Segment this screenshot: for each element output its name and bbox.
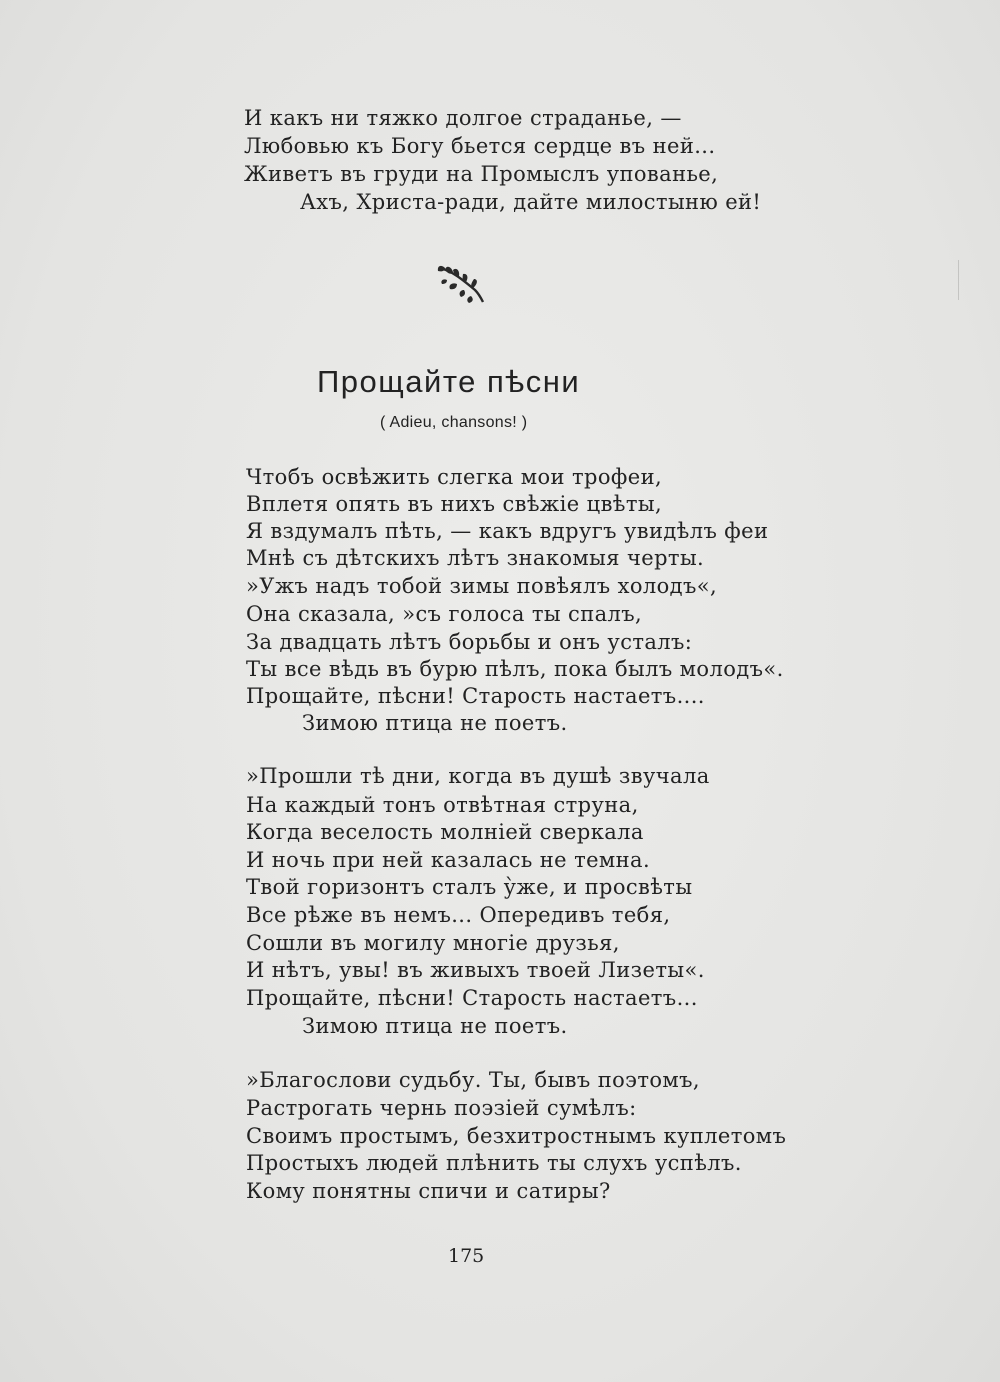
- stanza1-line-6: Она сказала, »съ голоса ты спалъ,: [246, 602, 643, 626]
- stanza3-line-4: Простыхъ людей плѣнить ты слухъ успѣлъ.: [246, 1151, 742, 1175]
- stanza2-line-6: Все рѣже въ немъ... Опередивъ тебя,: [246, 903, 671, 927]
- stanza3-line-3: Своимъ простымъ, безхитростнымъ куплетомъ: [246, 1124, 787, 1148]
- stanza1-line-8: Ты все вѣдь въ бурю пѣлъ, пока былъ молодъ«.: [246, 657, 784, 681]
- stanza3-line-5: Кому понятны спичи и сатиры?: [246, 1179, 611, 1203]
- stanza2-refrain: Зимою птица не поетъ.: [302, 1014, 568, 1038]
- stanza2-line-3: Когда веселость молніей сверкала: [246, 820, 644, 844]
- stanza1-line-9: Прощайте, пѣсни! Старость настаетъ....: [246, 684, 705, 708]
- stanza2-line-5: Твой горизонтъ сталъ у̀же, и просвѣты: [246, 875, 693, 899]
- stanza1-refrain: Зимою птица не поетъ.: [302, 711, 568, 735]
- prev-poem-line-4: Ахъ, Христа-ради, дайте милостыню ей!: [300, 190, 762, 214]
- paper-crease: [958, 260, 959, 300]
- stanza2-line-8: И нѣтъ, увы! въ живыхъ твоей Лизеты«.: [246, 958, 705, 982]
- stanza1-line-5: »Ужъ надъ тобой зимы повѣялъ холодъ«,: [246, 574, 718, 598]
- stanza2-line-7: Сошли въ могилу многіе друзья,: [246, 931, 620, 955]
- stanza2-line-2: На каждый тонъ отвѣтная струна,: [246, 793, 639, 817]
- stanza2-line-4: И ночь при ней казалась не темна.: [246, 848, 651, 872]
- prev-poem-line-2: Любовью къ Богу бьется сердце въ ней...: [244, 134, 716, 158]
- stanza1-line-3: Я вздумалъ пѣть, — какъ вдругъ увидѣлъ феи: [246, 519, 769, 543]
- stanza1-line-1: Чтобъ освѣжить слегка мои трофеи,: [246, 465, 663, 489]
- prev-poem-line-3: Живетъ въ груди на Промыслъ упованье,: [244, 162, 719, 186]
- stanza1-line-4: Мнѣ съ дѣтскихъ лѣтъ знакомыя черты.: [246, 546, 705, 570]
- prev-poem-line-1: И какъ ни тяжко долгое страданье, —: [244, 106, 682, 130]
- stanza3-line-2: Растрогать чернь поэзіей сумѣлъ:: [246, 1096, 637, 1120]
- page-number: 175: [448, 1245, 485, 1267]
- stanza3-line-1: »Благослови судьбу. Ты, бывъ поэтомъ,: [246, 1068, 700, 1092]
- floral-sprig-icon: [433, 262, 489, 306]
- stanza1-line-7: За двадцать лѣтъ борьбы и онъ усталъ:: [246, 630, 693, 654]
- poem-subtitle: ( Adieu, chansons! ): [380, 414, 528, 431]
- stanza2-line-9: Прощайте, пѣсни! Старость настаетъ...: [246, 986, 698, 1010]
- poem-title: Прощайте пѣсни: [317, 364, 581, 399]
- stanza1-line-2: Вплетя опять въ нихъ свѣжіе цвѣты,: [246, 492, 663, 516]
- stanza2-line-1: »Прошли тѣ дни, когда въ душѣ звучала: [246, 764, 710, 788]
